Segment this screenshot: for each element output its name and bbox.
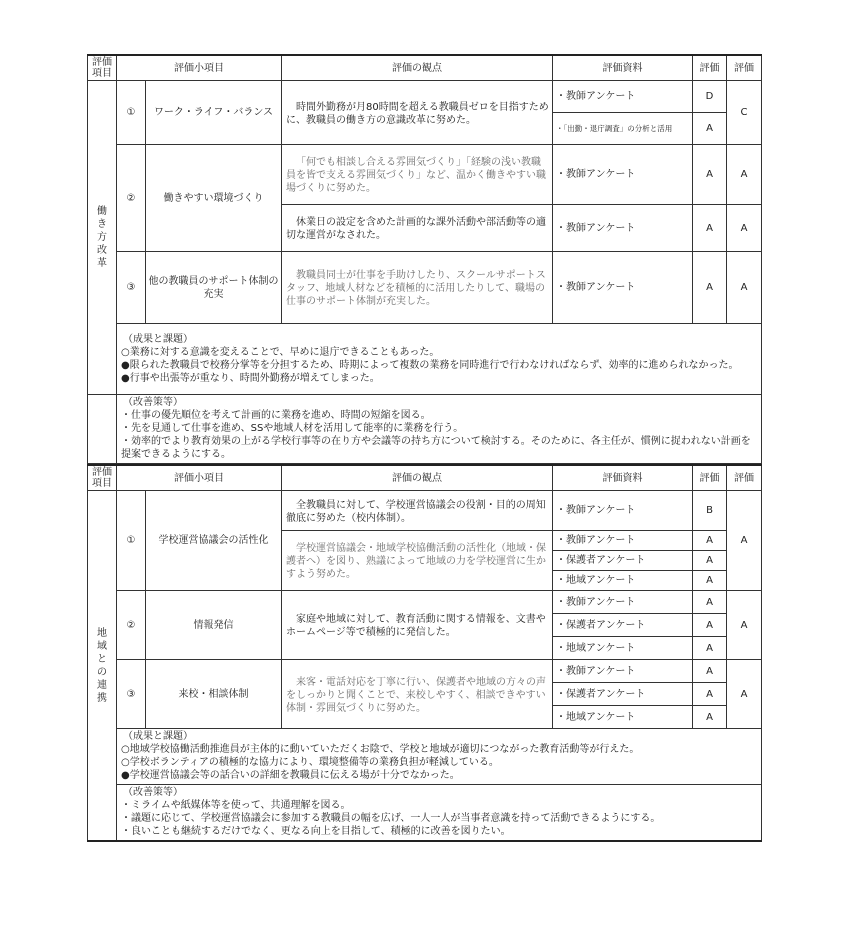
header-source: 評価資料 [553,55,693,81]
header-subitem: 評価小項目 [117,55,282,81]
grade-cell: A [693,683,727,706]
source-cell: ・教師アンケート [553,205,693,252]
improve-row [88,785,762,842]
table-header-row [88,55,762,81]
overall-grade: A [727,491,762,591]
community-table [87,464,762,842]
results-line: ○学校ボランティアの積極的な協力により、環境整備等の業務負担が軽減している。 [121,757,499,768]
table-row [88,660,762,683]
improve-line: ・効率的でより教育効果の上がる学校行事等の在り方や会議等の持ち方について検討する。そのために、各主任が、慣例に捉われない計画を提案できるようにする。 [121,436,751,460]
item-viewpoint: 時間外勤務が月80時間を超える教職員ゼロを目指すために、教職員の働き方の意識改革に努めた。 [282,81,553,145]
overall-grade: C [727,81,762,145]
results-row [88,729,762,785]
source-cell: ・「出勤・退庁調査」の分析と活用 [553,113,693,145]
overall-grade: A [727,205,762,252]
category-community: 地 域 と の 連 携 [88,491,117,842]
source-cell: ・保護者アンケート [553,614,693,637]
item-name: 情報発信 [146,591,282,660]
item-name: 学校運営協議会の活性化 [146,491,282,591]
header-overall: 評価 [727,465,762,491]
header-subitem: 評価小項目 [117,465,282,491]
improve-row [88,395,762,464]
results-line: ○地域学校協働活動推進員が主体的に動いていただくお陰で、学校と地域が適切につながった教育活動等が行えた。 [121,744,640,755]
grade-cell: A [693,637,727,660]
source-cell: ・保護者アンケート [553,551,693,571]
improve-line: ・仕事の優先順位を考えて計画的に業務を進め、時間の短縮を図る。 [121,410,431,421]
item-number: ③ [117,660,146,729]
improve-block [117,785,762,842]
grade-cell: A [693,706,727,729]
item-name: 来校・相談体制 [146,660,282,729]
source-cell: ・教師アンケート [553,491,693,531]
source-cell: ・地域アンケート [553,637,693,660]
grade-cell: A [693,614,727,637]
grade-cell: A [693,531,727,551]
results-block [117,324,762,395]
results-line: ●行事や出張等が重なり、時間外勤務が増えてしまった。 [121,372,380,384]
work-reform-table [87,54,762,464]
header-source: 評価資料 [553,465,693,491]
item-number: ② [117,145,146,252]
item-viewpoint: 全教職員に対して、学校運営協議会の役割・目的の周知徹底に努めた（校内体制）。 [282,491,553,531]
improve-title: （改善策等） [123,787,183,798]
item-viewpoint: 教職員同士が仕事を手助けしたり、スクールサポートスタッフ、地域人材などを積極的に活用したりして、職場の仕事のサポート体制が充実した。 [282,252,553,324]
item-viewpoint: 学校運営協議会・地域学校協働活動の活性化（地域・保護者へ）を図り、熟議によって地域の力を学校運営に生かすよう努めた。 [282,531,553,591]
source-cell: ・教師アンケート [553,252,693,324]
improve-line: ・議題に応じて、学校運営協議会に参加する教職員の幅を広げ、一人一人が当事者意識を持って活動できるようにする。 [121,813,661,824]
item-number: ② [117,591,146,660]
header-viewpoint: 評価の観点 [282,465,553,491]
improve-title: （改善策等） [123,397,183,408]
results-line: ●学校運営協議会等の話合いの詳細を教職員に伝える場が十分でなかった。 [121,770,460,781]
grade-cell: B [693,491,727,531]
table-row [88,591,762,614]
category-spacer [88,395,117,464]
source-cell: ・教師アンケート [553,531,693,551]
item-viewpoint: 家庭や地域に対して、教育活動に関する情報を、文書やホームページ等で積極的に発信した。 [282,591,553,660]
improve-line: ・先を見通して仕事を進め、SSや地域人材を活用して能率的に業務を行う。 [121,423,464,434]
item-viewpoint: 「何でも相談し合える雰囲気づくり」「経験の浅い教職員を皆で支える雰囲気づくり」など、温かく働きやすい職場づくりに努めた。 [282,145,553,205]
header-category: 評価項目 [88,465,117,491]
header-grade: 評価 [693,465,727,491]
improve-line: ・良いことも継続するだけでなく、更なる向上を目指して、積極的に改善を図りたい。 [121,826,511,837]
item-viewpoint: 休業日の設定を含めた計画的な課外活動や部活動等の適切な運営がなされた。 [282,205,553,252]
source-cell: ・教師アンケート [553,145,693,205]
results-line: ●限られた教職員で校務分掌等を分担するため、時期によって複数の業務を同時進行で行わなければならず、効率的に進められなかった。 [121,359,739,371]
header-viewpoint: 評価の観点 [282,55,553,81]
item-name-text: 働きやすい環境づくり [163,192,264,204]
results-line: ○業務に対する意識を変えることで、早めに退庁できることもあった。 [121,346,440,358]
results-row [88,324,762,395]
source-cell: ・保護者アンケート [553,683,693,706]
category-work-reform: 働 き 方 改 革 [88,81,117,395]
grade-cell: A [693,205,727,252]
source-cell: ・地域アンケート [553,571,693,591]
table-row [88,252,762,324]
item-number: ③ [117,252,146,324]
item-name: 他の教職員のサポート体制の充実 [146,252,282,324]
item-number: ① [117,81,146,145]
source-cell: ・教師アンケート [553,660,693,683]
source-cell: ・地域アンケート [553,706,693,729]
table-row [88,81,762,113]
grade-cell: A [693,660,727,683]
improve-block [117,395,762,464]
grade-cell: A [693,591,727,614]
item-number: ① [117,491,146,591]
results-block [117,729,762,785]
table-header-row [88,465,762,491]
item-viewpoint: 来客・電話対応を丁寧に行い、保護者や地域の方々の声をしっかりと聞くことで、来校しやすく、相談できやすい体制・雰囲気づくりに努めた。 [282,660,553,729]
header-category: 評価項目 [88,55,117,81]
overall-grade: A [727,252,762,324]
header-grade: 評価 [693,55,727,81]
improve-line: ・ミライムや紙媒体等を使って、共通理解を図る。 [121,800,351,811]
overall-grade: A [727,660,762,729]
results-title: （成果と課題） [123,731,193,742]
item-name: ワーク・ライフ・バランス [146,81,282,145]
grade-cell: A [693,252,727,324]
header-overall: 評価 [727,55,762,81]
grade-cell: A [693,145,727,205]
grade-cell: A [693,113,727,145]
source-cell: ・教師アンケート [553,591,693,614]
table-row [88,145,762,205]
overall-grade: A [727,145,762,205]
source-cell: ・教師アンケート [553,81,693,113]
results-title: （成果と課題） [123,333,193,345]
grade-cell: D [693,81,727,113]
table-row [88,491,762,531]
evaluation-document [87,54,761,842]
overall-grade: A [727,591,762,660]
grade-cell: A [693,551,727,571]
item-name [146,145,282,252]
grade-cell: A [693,571,727,591]
